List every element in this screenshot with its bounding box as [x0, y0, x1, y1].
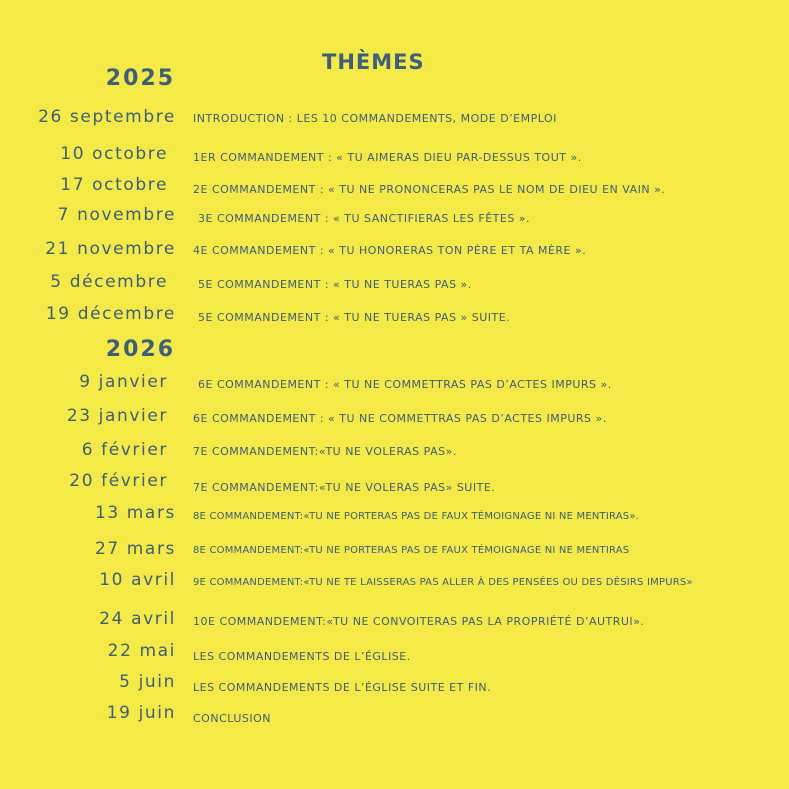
theme-0: INTRODUCTION : LES 10 COMMANDEMENTS, MODE D’EMPLOI: [193, 112, 557, 125]
date-4: 21 novembre: [45, 239, 176, 259]
theme-3: 3E COMMANDEMENT : « TU SANCTIFIERAS LES FÊTES ».: [198, 212, 531, 225]
theme-15: LES COMMANDEMENTS DE L’ÉGLISE.: [193, 650, 411, 663]
date-12: 27 mars: [94, 539, 176, 559]
date-0: 26 septembre: [38, 107, 176, 127]
date-11: 13 mars: [94, 503, 176, 523]
theme-13: 9E COMMANDEMENT:«TU NE TE LAISSERAS PAS ALLER À DES PENSÉES OU DES DÉSIRS IMPURS»: [193, 577, 693, 588]
theme-17: CONCLUSION: [193, 712, 271, 725]
theme-4: 4E COMMANDEMENT : « TU HONORERAS TON PÈRE ET TA MÈRE ».: [193, 244, 587, 257]
theme-14: 10E COMMANDEMENT:«TU NE CONVOITERAS PAS LA PROPRIÉTÉ D’AUTRUI».: [193, 615, 645, 628]
year-2025: 2025: [105, 66, 175, 91]
theme-8: 6E COMMANDEMENT : « TU NE COMMETTRAS PAS D’ACTES IMPURS ».: [193, 412, 607, 425]
theme-1: 1ER COMMANDEMENT : « TU AIMERAS DIEU PAR-DESSUS TOUT ».: [193, 151, 582, 164]
date-17: 19 juin: [106, 703, 176, 723]
date-5: 5 décembre: [50, 272, 168, 292]
theme-12: 8E COMMANDEMENT:«TU NE PORTERAS PAS DE FAUX TÉMOIGNAGE NI NE MENTIRAS: [193, 545, 630, 556]
date-2: 17 octobre: [60, 175, 168, 195]
theme-7: 6E COMMANDEMENT : « TU NE COMMETTRAS PAS D’ACTES IMPURS ».: [198, 378, 612, 391]
date-16: 5 juin: [119, 672, 176, 692]
theme-16: LES COMMANDEMENTS DE L’ÉGLISE SUITE ET FIN.: [193, 681, 492, 694]
date-10: 20 février: [69, 471, 168, 491]
date-13: 10 avril: [99, 570, 176, 590]
date-15: 22 mai: [107, 641, 176, 661]
date-3: 7 novembre: [57, 205, 176, 225]
theme-9: 7E COMMANDEMENT:«TU NE VOLERAS PAS».: [193, 445, 457, 458]
date-9: 6 février: [81, 440, 168, 460]
theme-10: 7E COMMANDEMENT:«TU NE VOLERAS PAS» SUITE.: [193, 481, 496, 494]
theme-6: 5E COMMANDEMENT : « TU NE TUERAS PAS » SUITE.: [198, 311, 511, 324]
theme-5: 5E COMMANDEMENT : « TU NE TUERAS PAS ».: [198, 278, 472, 291]
date-7: 9 janvier: [79, 372, 168, 392]
date-14: 24 avril: [99, 609, 176, 629]
theme-2: 2E COMMANDEMENT : « TU NE PRONONCERAS PAS LE NOM DE DIEU EN VAIN ».: [193, 183, 666, 196]
date-6: 19 décembre: [45, 304, 176, 324]
year-2026: 2026: [105, 337, 175, 362]
date-1: 10 octobre: [60, 144, 168, 164]
date-8: 23 janvier: [66, 406, 168, 426]
theme-11: 8E COMMANDEMENT:«TU NE PORTERAS PAS DE FAUX TÉMOIGNAGE NI NE MENTIRAS».: [193, 511, 640, 522]
page-title: THÈMES: [322, 50, 425, 74]
